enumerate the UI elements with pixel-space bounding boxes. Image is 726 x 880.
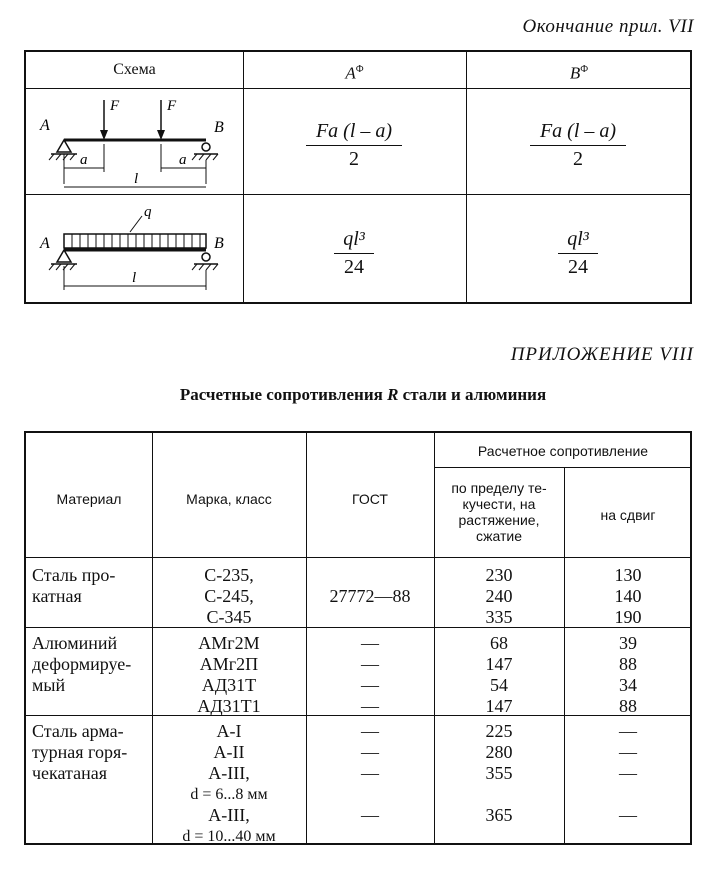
grades-group-3: А-I А-II А-III, d = 6...8 мм А-III, d = 10...40 мм [182, 721, 276, 845]
material-aluminium: Алюминий деформируе- мый [32, 633, 132, 695]
svg-text:q: q [144, 204, 152, 220]
gost-group-3: — — — — [361, 721, 379, 825]
col-a-header: $A^Ф$ [345, 63, 364, 83]
header-grade: Марка, класс [186, 491, 272, 507]
svg-text:A: A [40, 235, 50, 252]
continuation-header: Окончание прил. VII [522, 16, 694, 37]
shear-group-2: 39 88 34 88 [619, 633, 637, 716]
header-shear: на сдвиг [600, 507, 656, 523]
reaction-b-formula-1: Fa (l – a) 2 [488, 120, 668, 171]
force-label: F [110, 98, 120, 114]
reaction-b-formula-2: ql³ 24 [488, 228, 668, 279]
yield-group-1: 230 240 335 [485, 565, 513, 627]
svg-text:l: l [134, 171, 139, 187]
beam-reactions-table [24, 50, 692, 304]
header-gost: ГОСТ [352, 491, 388, 507]
reaction-a-formula-1: Fa (l – a) 2 [264, 120, 444, 171]
shear-group-3: — — — — [619, 721, 637, 825]
svg-text:a: a [179, 152, 187, 168]
material-steel-rolled: Сталь про- катная [32, 565, 116, 606]
yield-group-2: 68 147 54 147 [485, 633, 513, 716]
col-b-header: $B^Ф$ [569, 63, 589, 83]
force-label: F [167, 98, 177, 114]
material-rebar-steel: Сталь арма- турная горя- чекатаная [32, 721, 128, 783]
svg-text:l: l [132, 270, 137, 286]
header-yield: по пределу те- кучести, на растяжение, сжатие [451, 480, 547, 544]
shear-group-1: 130 140 190 [614, 565, 642, 627]
beam-two-forces-diagram [34, 92, 234, 192]
support-b-label: B [214, 119, 224, 136]
svg-text:B: B [214, 235, 224, 252]
header-material: Материал [56, 491, 122, 507]
appendix-title: ПРИЛОЖЕНИЕ VIII [510, 344, 694, 365]
reaction-a-formula-2: ql³ 24 [264, 228, 444, 279]
svg-text:a: a [80, 152, 88, 168]
beam-uniform-load-diagram [34, 200, 234, 300]
col-scheme-header: Схема [113, 61, 156, 78]
grades-group-1: С-235, С-245, С-345 [204, 565, 254, 627]
support-a-label: A [40, 117, 50, 134]
table-title: Расчетные сопротивления R стали и алюминия [179, 385, 547, 404]
yield-group-3: 225 280 355 365 [485, 721, 513, 825]
resistance-table [24, 431, 692, 845]
gost-group-1: 27772—88 [329, 586, 411, 606]
header-resistance: Расчетное сопротивление [477, 443, 649, 459]
grades-group-2: АМг2М АМг2П АД31Т АД31Т1 [197, 633, 261, 716]
gost-group-2: — — — — [361, 633, 379, 716]
